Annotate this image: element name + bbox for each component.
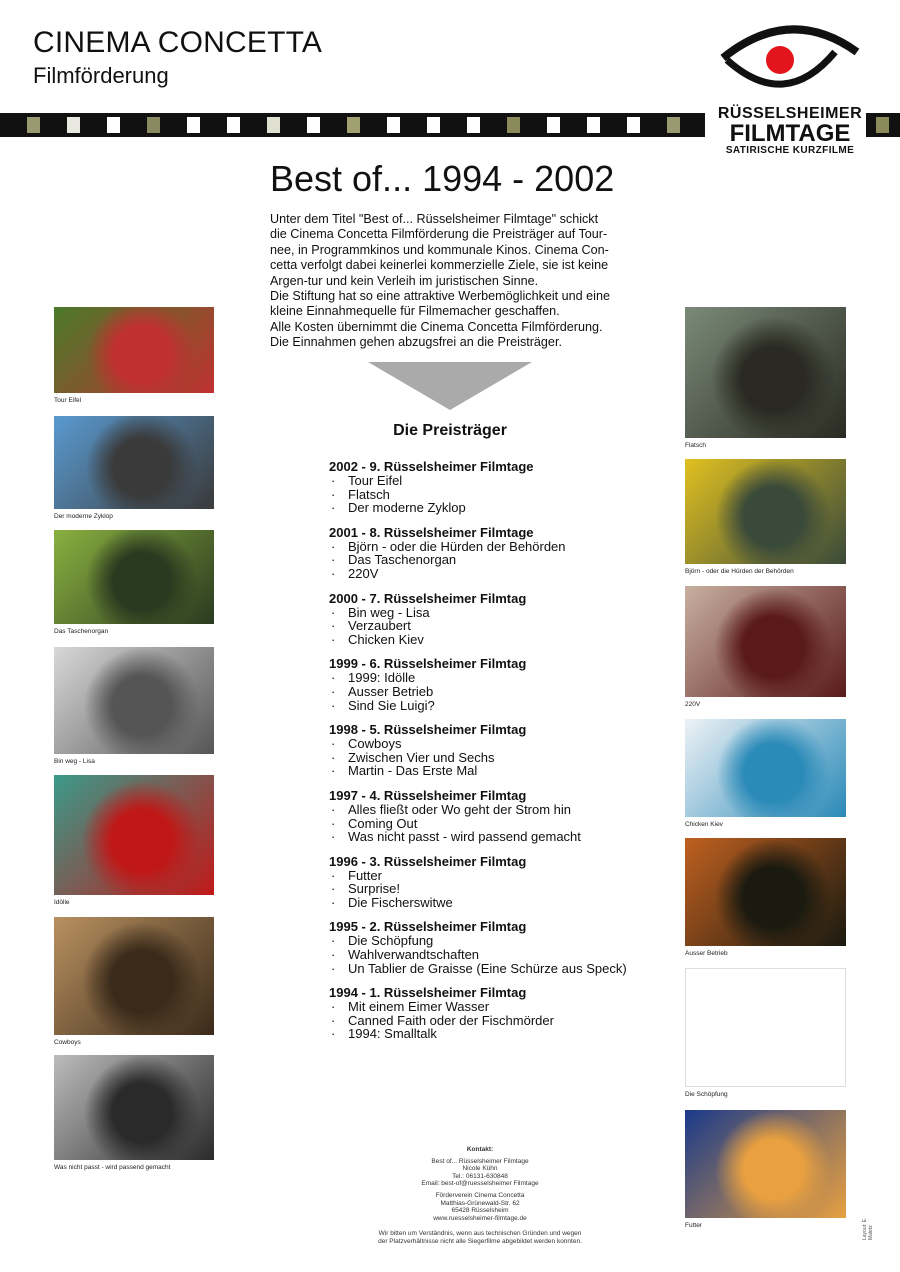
film-item: · Sind Sie Luigi? — [329, 699, 659, 713]
header-subtitle: Filmförderung — [33, 63, 169, 88]
film-item: · Bin weg - Lisa — [329, 606, 659, 620]
film-frame — [547, 117, 560, 133]
winners-title: Die Preisträger — [393, 422, 507, 439]
film-item: · Verzaubert — [329, 619, 659, 633]
year-block — [329, 920, 659, 975]
film-item: · Flatsch — [329, 488, 659, 502]
logo-line3: SATIRISCHE KURZFILME — [725, 145, 855, 156]
film-frame — [187, 117, 200, 133]
contact-line: Förderverein Cinema Concetta — [435, 1191, 525, 1199]
film-frame — [627, 117, 640, 133]
contact-heading: Kontakt: — [466, 1146, 494, 1153]
contact-line: 65428 Rüsselsheim — [451, 1207, 509, 1215]
film-frame — [467, 117, 480, 133]
photo-caption: Cowboys — [54, 1039, 81, 1046]
film-still-photo — [685, 307, 846, 438]
film-item: · Tour Eifel — [329, 474, 659, 488]
film-frame — [267, 117, 280, 133]
page-title: Best of... 1994 - 2002 — [270, 158, 615, 199]
year-block — [329, 855, 659, 910]
film-item: · 1999: Idölle — [329, 671, 659, 685]
year-heading: 1995 - 2. Rüsselsheimer Filmtag — [329, 919, 527, 935]
year-heading: 2001 - 8. Rüsselsheimer Filmtage — [329, 524, 534, 540]
photo-caption: Was nicht passt - wird passend gemacht — [54, 1164, 171, 1171]
film-still-photo — [54, 775, 214, 895]
film-still-photo — [685, 459, 846, 564]
film-item: · Wahlverwandtschaften — [329, 948, 659, 962]
year-block — [329, 592, 659, 647]
film-still-photo — [54, 647, 214, 754]
intro-line: Die Stiftung hat so eine attraktive Werbemöglichkeit und eine — [270, 289, 610, 304]
film-frame — [27, 117, 40, 133]
film-frame — [227, 117, 240, 133]
photo-caption: Tour Eifel — [54, 397, 82, 404]
logo-line2: FILMTAGE — [729, 120, 851, 147]
photo-caption: Bin weg - Lisa — [54, 758, 95, 765]
intro-line: nee, in Programmkinos und kommunale Kinos. Cinema Con- — [270, 242, 609, 257]
film-item: · Björn - oder die Hürden der Behörden — [329, 540, 659, 554]
film-still-photo — [54, 1055, 214, 1160]
year-block — [329, 986, 659, 1041]
photo-caption: Der moderne Zyklop — [54, 513, 113, 520]
film-frame — [147, 117, 160, 133]
eye-logo-icon — [715, 22, 865, 92]
film-still-photo — [54, 917, 214, 1035]
film-item: · 1994: Smalltalk — [329, 1027, 659, 1041]
year-block — [329, 789, 659, 844]
film-still-photo — [54, 307, 214, 393]
film-frame — [107, 117, 120, 133]
film-item: · Das Taschenorgan — [329, 553, 659, 567]
film-item: · Die Schöpfung — [329, 934, 659, 948]
film-frame — [347, 117, 360, 133]
intro-line: Unter dem Titel "Best of... Rüsselsheimer Filmtage" schickt — [270, 212, 599, 226]
film-still-photo — [685, 838, 846, 946]
film-frame — [387, 117, 400, 133]
film-still-photo — [54, 416, 214, 509]
contact-line: Wir bitten um Verständnis, wenn aus technischen Gründen und wegen — [378, 1230, 582, 1238]
film-item: · Mit einem Eimer Wasser — [329, 1000, 659, 1014]
film-frame — [307, 117, 320, 133]
year-heading: 2000 - 7. Rüsselsheimer Filmtag — [329, 590, 527, 606]
film-item: · Coming Out — [329, 817, 659, 831]
film-item: · Was nicht passt - wird passend gemacht — [329, 830, 659, 844]
photo-caption: Flatsch — [685, 442, 706, 449]
film-frame — [667, 117, 680, 133]
year-heading: 1999 - 6. Rüsselsheimer Filmtag — [329, 656, 527, 672]
intro-text — [270, 212, 650, 351]
year-heading: 2002 - 9. Rüsselsheimer Filmtage — [329, 459, 534, 474]
intro-line: die Cinema Concetta Filmförderung die Preisträger auf Tour- — [270, 227, 608, 242]
film-frame — [587, 117, 600, 133]
photo-caption: Futter — [685, 1222, 702, 1229]
layout-credit: Layout: E. Maletz — [862, 1217, 874, 1240]
contact-block — [380, 1146, 580, 1246]
logo-line1: RÜSSELSHEIMER — [717, 105, 863, 122]
photo-caption: Das Taschenorgan — [54, 628, 109, 635]
intro-line: Alle Kosten übernimmt die Cinema Concetta Filmförderung. — [270, 319, 603, 334]
film-still-photo — [685, 719, 846, 817]
film-item: · Der moderne Zyklop — [329, 501, 659, 515]
film-frame — [427, 117, 440, 133]
film-still-photo — [685, 1110, 846, 1218]
year-heading: 1994 - 1. Rüsselsheimer Filmtag — [329, 985, 527, 1001]
film-item: · Chicken Kiev — [329, 633, 659, 647]
photo-caption: Ausser Betrieb — [685, 950, 728, 957]
year-heading: 1996 - 3. Rüsselsheimer Filmtag — [329, 853, 527, 869]
film-still-photo — [685, 586, 846, 697]
film-item: · Die Fischerswitwe — [329, 896, 659, 910]
contact-line: Best of... Rüsselsheimer Filmtage — [431, 1157, 529, 1165]
contact-line: Matthias-Grünewald-Str. 62 — [440, 1199, 520, 1207]
contact-line: der Platzverhältnisse nicht alle Siegerfilme abgebildet werden konnten. — [378, 1237, 582, 1245]
film-item: · Zwischen Vier und Sechs — [329, 751, 659, 765]
film-item: · Un Tablier de Graisse (Eine Schürze aus Speck) — [329, 962, 659, 976]
year-block — [329, 460, 659, 515]
intro-line: cetta verfolgt dabei keinerlei kommerzielle Ziele, sie ist keine — [270, 258, 609, 273]
photo-caption: Chicken Kiev — [685, 821, 723, 828]
film-item: · 220V — [329, 567, 659, 581]
filmtage-logo — [710, 22, 870, 156]
film-still-photo — [685, 968, 846, 1087]
film-item: · Alles fließt oder Wo geht der Strom hin — [329, 803, 659, 817]
intro-line: kleine Einnahmequelle für Filmemacher geschaffen. — [270, 304, 560, 319]
intro-line: Argen-tur und kein Verleih im juristischen Sinne. — [270, 273, 539, 288]
film-item: · Surprise! — [329, 882, 659, 896]
header-title: CINEMA CONCETTA — [33, 26, 323, 59]
year-heading: 1998 - 5. Rüsselsheimer Filmtag — [329, 722, 527, 738]
film-item: · Cowboys — [329, 737, 659, 751]
film-item: · Futter — [329, 869, 659, 883]
year-block — [329, 723, 659, 778]
film-strip — [0, 113, 705, 137]
arrow-down-icon — [368, 362, 532, 410]
film-frame — [507, 117, 520, 133]
year-block — [329, 526, 659, 581]
contact-line: Email: best-of@ruesselsheimer Filmtage — [421, 1180, 539, 1188]
winners-list — [329, 460, 659, 1052]
photo-caption: Idölle — [54, 899, 70, 906]
film-strip-right — [866, 113, 900, 137]
contact-line: Nicole Kühn — [462, 1165, 498, 1173]
photo-caption: 220V — [685, 701, 701, 708]
intro-line: Die Einnahmen gehen abzugsfrei an die Preisträger. — [270, 335, 562, 350]
contact-line: Tel.: 06131-630848 — [452, 1172, 508, 1180]
year-block — [329, 657, 659, 712]
film-item: · Martin - Das Erste Mal — [329, 764, 659, 778]
film-item: · Ausser Betrieb — [329, 685, 659, 699]
contact-line: www.ruesselsheimer-filmtage.de — [433, 1214, 527, 1222]
year-heading: 1997 - 4. Rüsselsheimer Filmtag — [329, 787, 527, 803]
film-frame — [67, 117, 80, 133]
photo-caption: Die Schöpfung — [685, 1091, 728, 1098]
film-still-photo — [54, 530, 214, 624]
photo-caption: Björn - oder die Hürden der Behörden — [685, 568, 794, 575]
film-item: · Canned Faith oder der Fischmörder — [329, 1014, 659, 1028]
